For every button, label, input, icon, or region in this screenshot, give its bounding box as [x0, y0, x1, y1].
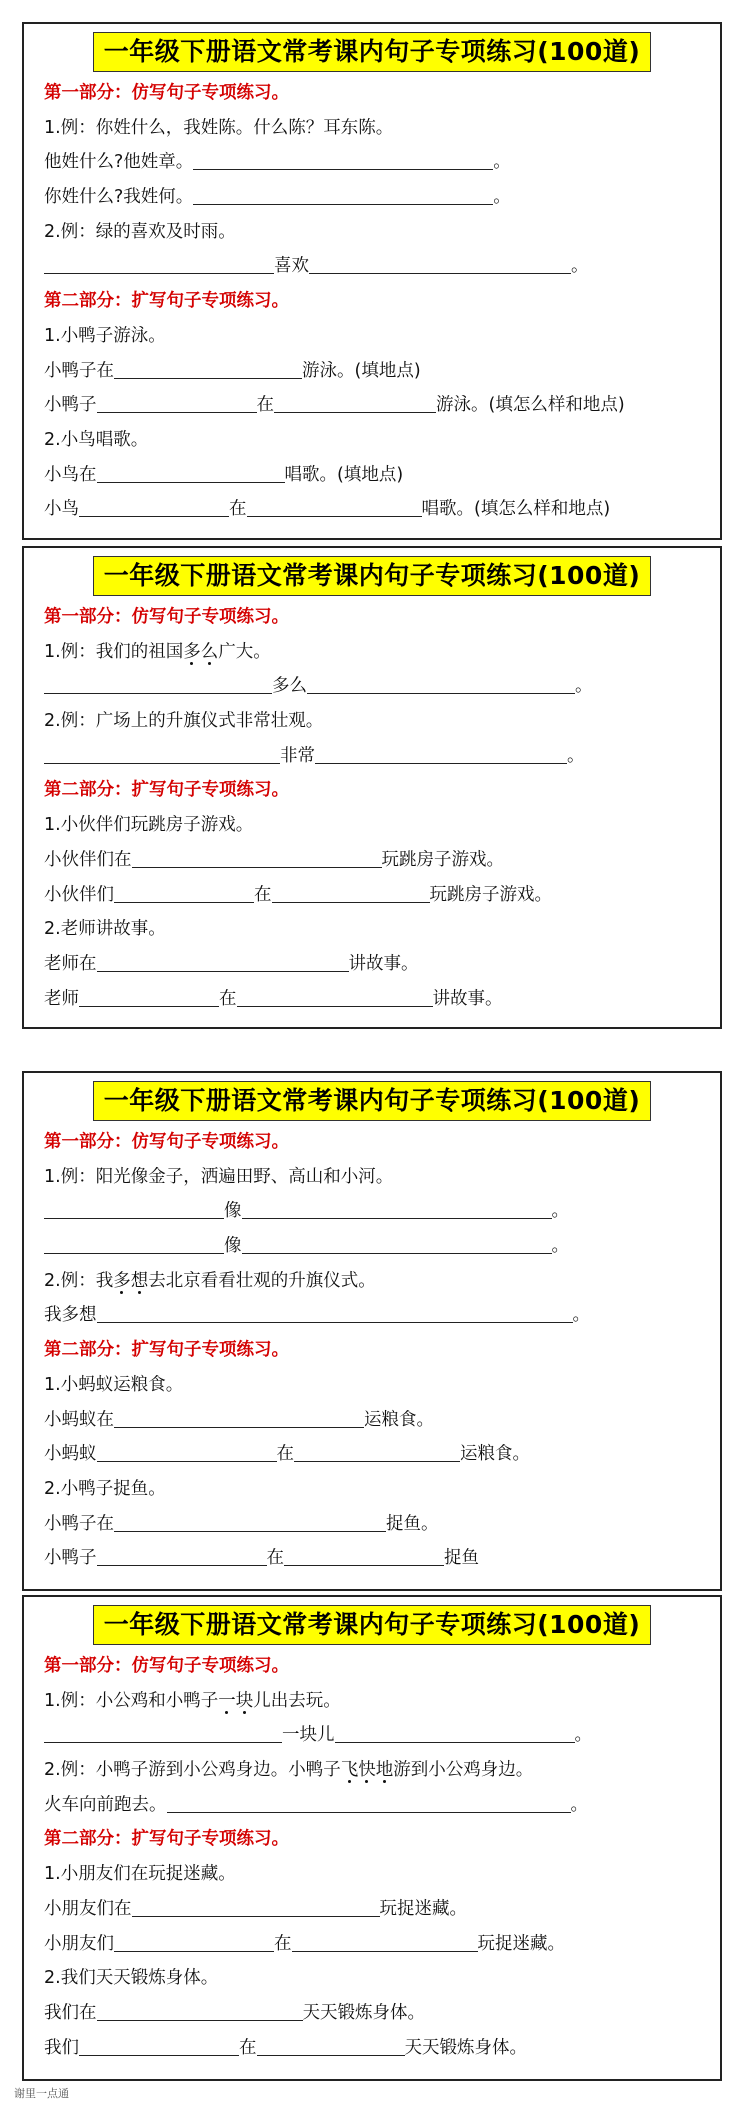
- section-heading-part1: 第一部分：仿写句子专项练习。: [44, 607, 289, 627]
- exercise-line: 我们 在 天天锻炼身体。: [44, 2037, 527, 2058]
- answer-blank[interactable]: [97, 394, 257, 413]
- emphasis-dot-2: 想: [130, 1270, 149, 1291]
- exercise-line: 小鸟 在 唱歌。(填怎么样和地点): [44, 499, 611, 520]
- example-line: 1.小蚂蚁运粮食。: [44, 1374, 184, 1395]
- answer-blank[interactable]: [132, 849, 382, 868]
- exercise-line: 非常 。: [44, 739, 700, 774]
- example-line: 2.例：广场上的升旗仪式非常壮观。: [44, 711, 324, 732]
- example-line: 1.例：你姓什么，我姓陈。什么陈？耳东陈。: [44, 117, 394, 138]
- example-line: 1.小鸭子游泳。: [44, 325, 166, 346]
- exercise-line: 我多想 。: [44, 1305, 590, 1326]
- answer-blank[interactable]: [114, 1513, 386, 1532]
- worksheet-title: 一年级下册语文常考课内句子专项练习(100道): [93, 32, 652, 72]
- answer-blank[interactable]: [79, 988, 219, 1007]
- answer-blank[interactable]: [97, 1304, 573, 1323]
- exercise-line: 小伙伴们 在 玩跳房子游戏。: [44, 884, 552, 905]
- section-heading-part2: 第二部分：扩写句子专项练习。: [44, 1829, 289, 1850]
- worksheet-card-1: [22, 22, 722, 540]
- section-heading-part1: 第一部分：仿写句子专项练习。: [44, 83, 289, 103]
- exercise-line: 一块儿 。: [44, 1718, 700, 1753]
- answer-blank[interactable]: [44, 675, 272, 694]
- section-heading-part2: 第二部分：扩写句子专项练习。: [44, 780, 289, 801]
- example-line: 2.例：小鸭子游到小公鸡身边。小鸭子飞快地游到小公鸡身边。: [44, 1760, 534, 1781]
- section-heading-part2: 第二部分：扩写句子专项练习。: [44, 1340, 289, 1361]
- answer-blank[interactable]: [97, 953, 349, 972]
- example-line: 2.例：绿的喜欢及时雨。: [44, 221, 236, 242]
- answer-blank[interactable]: [242, 1235, 552, 1254]
- answer-blank[interactable]: [44, 1724, 282, 1743]
- exercise-line: 多么 。: [44, 669, 700, 704]
- exercise-line: 小鸭子 在 游泳。(填怎么样和地点): [44, 395, 625, 416]
- exercise-line: 小鸟在 唱歌。(填地点): [44, 464, 404, 485]
- answer-blank[interactable]: [44, 1200, 224, 1219]
- exercise-line: 像 。: [44, 1229, 700, 1264]
- answer-blank[interactable]: [292, 1933, 478, 1952]
- exercise-line: 小鸭子在 游泳。(填地点): [44, 360, 421, 381]
- example-line: 2.小鸟唱歌。: [44, 429, 149, 450]
- worksheet-title: 一年级下册语文常考课内句子专项练习(100道): [93, 556, 652, 596]
- worksheet-card-3: [22, 1071, 722, 1591]
- answer-blank[interactable]: [257, 2037, 405, 2056]
- exercise-line: 小鸭子 在 捉鱼: [44, 1548, 479, 1569]
- answer-blank[interactable]: [167, 1794, 571, 1813]
- example-line: 2.例：我多想去北京看看壮观的升旗仪式。: [44, 1270, 376, 1291]
- answer-blank[interactable]: [114, 884, 254, 903]
- answer-blank[interactable]: [315, 745, 567, 764]
- exercise-line: 小蚂蚁 在 运粮食。: [44, 1444, 530, 1465]
- example-line: 1.例：阳光像金子，洒遍田野、高山和小河。: [44, 1166, 394, 1187]
- worksheet-card-2: [22, 546, 722, 1029]
- exercise-line: 你姓什么?我姓何。 。: [44, 187, 511, 208]
- exercise-line: 他姓什么?他姓章。 。: [44, 152, 511, 173]
- exercise-line: 小蚂蚁在 运粮食。: [44, 1409, 434, 1430]
- exercise-line: 小朋友们 在 玩捉迷藏。: [44, 1933, 565, 1954]
- answer-blank[interactable]: [97, 464, 285, 483]
- exercise-line: 喜欢 。: [44, 249, 700, 284]
- watermark: 谢里一点通: [14, 2087, 69, 2100]
- answer-blank[interactable]: [272, 884, 430, 903]
- answer-blank[interactable]: [114, 1933, 274, 1952]
- answer-blank[interactable]: [274, 394, 436, 413]
- answer-blank[interactable]: [307, 675, 575, 694]
- answer-blank[interactable]: [114, 1409, 364, 1428]
- answer-blank[interactable]: [335, 1724, 575, 1743]
- exercise-line: 小鸭子在 捉鱼。: [44, 1513, 439, 1534]
- worksheet-title: 一年级下册语文常考课内句子专项练习(100道): [93, 1605, 652, 1645]
- exercise-line: 我们在 天天锻炼身体。: [44, 2002, 425, 2023]
- section-heading-part1: 第一部分：仿写句子专项练习。: [44, 1132, 289, 1152]
- answer-blank[interactable]: [193, 186, 493, 205]
- answer-blank[interactable]: [237, 988, 433, 1007]
- exercise-line: 老师在 讲故事。: [44, 953, 419, 974]
- worksheet-card-4: [22, 1595, 722, 2081]
- answer-blank[interactable]: [247, 498, 422, 517]
- answer-blank[interactable]: [284, 1547, 444, 1566]
- exercise-line: 老师 在 讲故事。: [44, 988, 503, 1009]
- example-line: 2.我们天天锻炼身体。: [44, 1968, 219, 1989]
- answer-blank[interactable]: [242, 1200, 552, 1219]
- section-heading-part1: 第一部分：仿写句子专项练习。: [44, 1656, 289, 1676]
- example-line: 1.例：我们的祖国多么广大。: [44, 641, 271, 662]
- exercise-line: 小伙伴们在 玩跳房子游戏。: [44, 849, 504, 870]
- answer-blank[interactable]: [44, 255, 274, 274]
- answer-blank[interactable]: [193, 151, 493, 170]
- answer-blank[interactable]: [132, 1898, 380, 1917]
- exercise-line: 小朋友们在 玩捉迷藏。: [44, 1898, 467, 1919]
- worksheet-title: 一年级下册语文常考课内句子专项练习(100道): [93, 1081, 652, 1121]
- answer-blank[interactable]: [294, 1443, 460, 1462]
- answer-blank[interactable]: [97, 1443, 277, 1462]
- answer-blank[interactable]: [309, 255, 571, 274]
- answer-blank[interactable]: [114, 360, 302, 379]
- answer-blank[interactable]: [97, 2002, 303, 2021]
- answer-blank[interactable]: [44, 745, 280, 764]
- exercise-line: 像 。: [44, 1194, 700, 1229]
- section-heading-part2: 第二部分：扩写句子专项练习。: [44, 291, 289, 312]
- example-line: 1.小伙伴们玩跳房子游戏。: [44, 815, 254, 836]
- answer-blank[interactable]: [79, 2037, 239, 2056]
- emphasis-dot-1: 多: [113, 1270, 131, 1291]
- answer-blank[interactable]: [79, 498, 229, 517]
- exercise-line: 火车向前跑去。 。: [44, 1794, 588, 1815]
- example-line: 2.小鸭子捉鱼。: [44, 1478, 166, 1499]
- answer-blank[interactable]: [97, 1547, 267, 1566]
- example-line: 1.例：小公鸡和小鸭子一块儿出去玩。: [44, 1690, 341, 1711]
- answer-blank[interactable]: [44, 1235, 224, 1254]
- example-line: 1.小朋友们在玩捉迷藏。: [44, 1864, 236, 1885]
- example-line: 2.老师讲故事。: [44, 919, 166, 940]
